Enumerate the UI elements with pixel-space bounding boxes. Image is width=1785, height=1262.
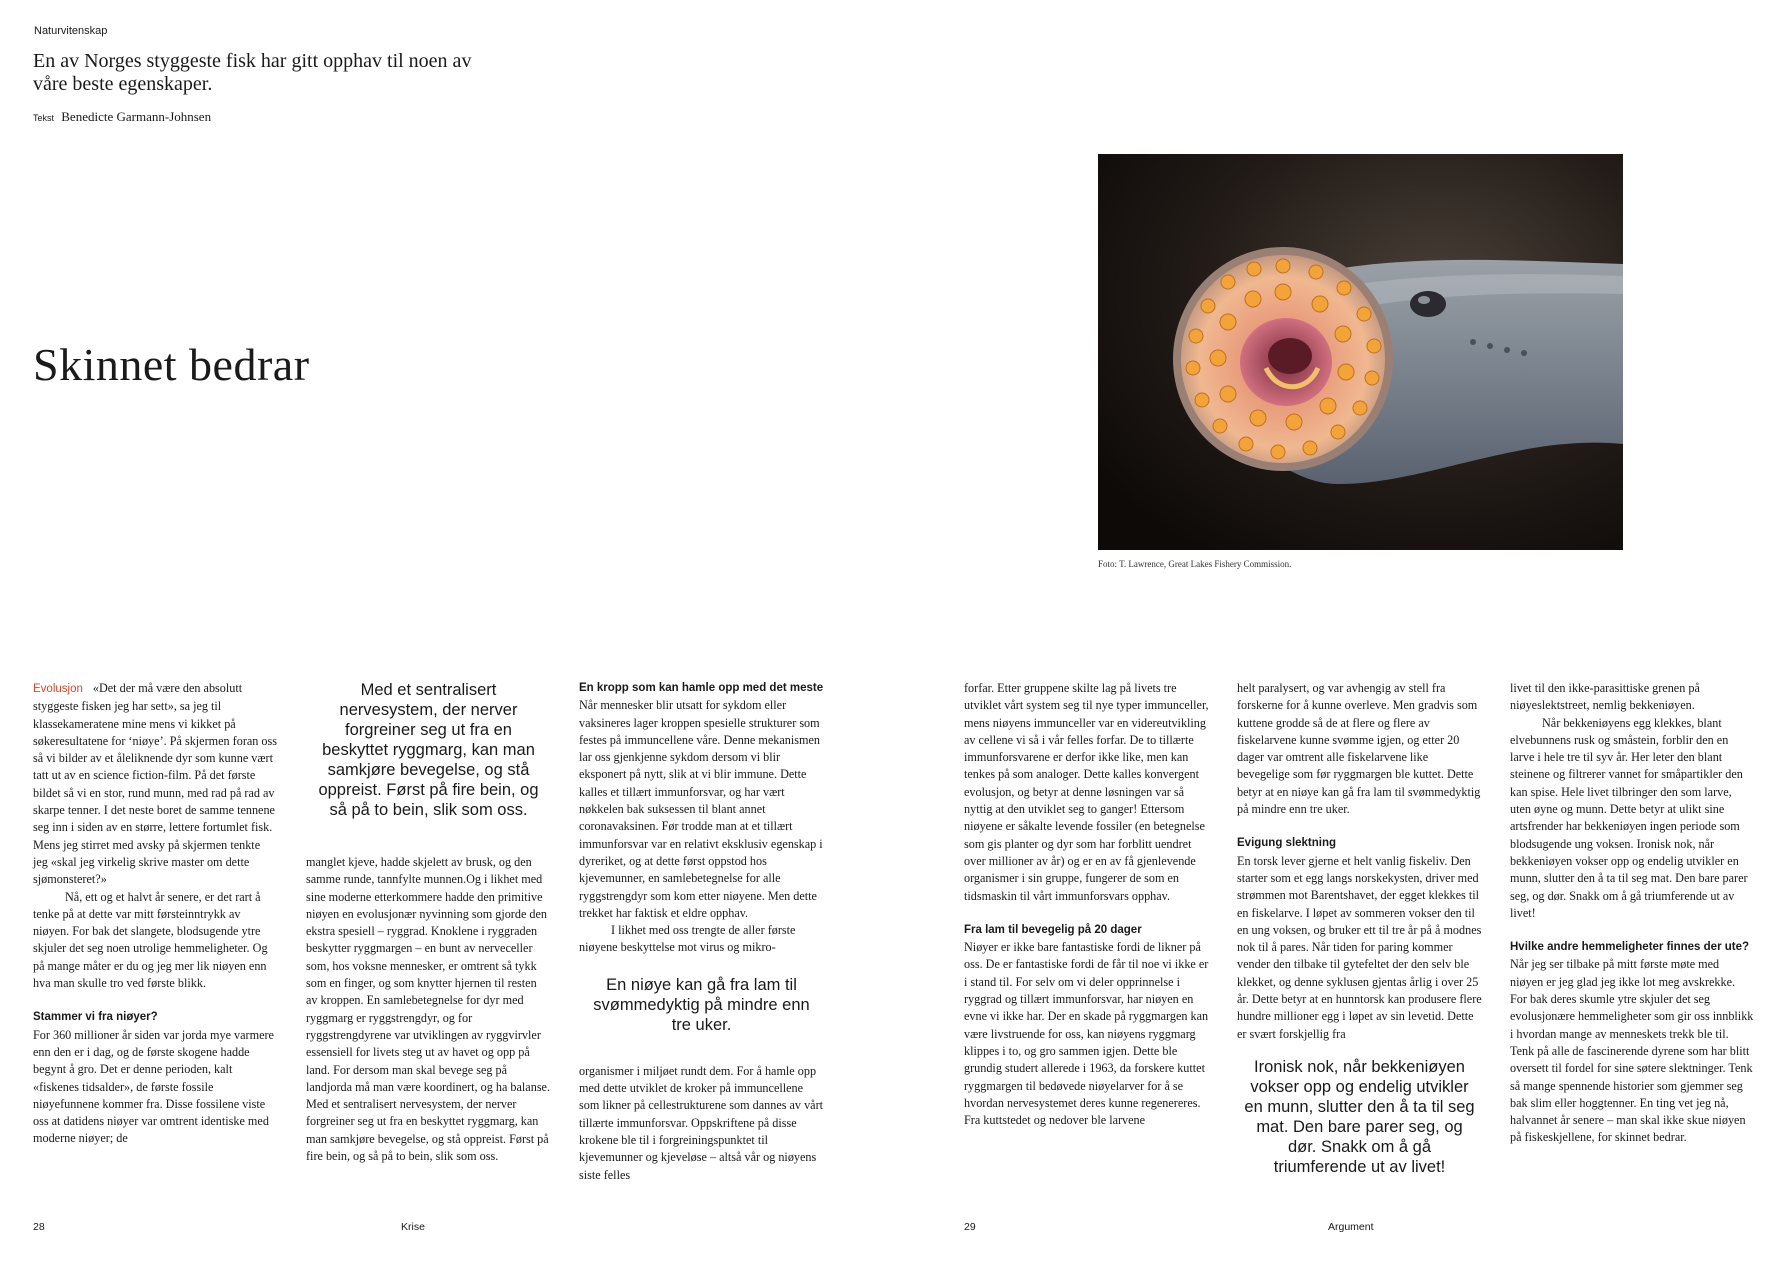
col3-paragraph-1: Når mennesker blir utsatt for sykdom eller vaksineres lager kroppen spesielle strukturer som festes på immuncellene våre. Denne mekanismen lar oss gjenkjenne sykdom dersom vi blir eksponert på nytt, slik at vi blir immune. Dette kalles et tillært immunforsvar, og har vært nøkkelen bak suksessen til blant annet coronavaksinen. Før trodde man at et tillært immunforsvar var en relativt eksklusiv egenskap i dyreriket, og at dette først oppstod hos kjevemunner, en samlebetegnelse for alle ryggstrengdyr som kom etter niøyene. Men dette trekket har faktisk et eldre opphav. <box>579 698 823 920</box>
col3-paragraph-2: I likhet med oss trengte de aller første niøyene beskyttelse mot virus og mikro- <box>579 923 796 955</box>
col1-paragraph-3: For 360 millioner år siden var jorda mye varmere enn den er i dag, og de første skogene hadde begynt å gro. Det er denne perioden, kalt «fiskenes tidsalder», de første fossile niøyefunnene kommer fra. Disse fossilene viste oss at datidens niøyer var omtrent identiske med moderne niøyer; de <box>33 1027 274 1146</box>
pull-quote-3: Ironisk nok, når bekkeniøyen vokser opp og endelig utvikler en munn, slutter den å ta til seg mat. Den bare parer seg, og dør. Snakk om å gå triumferende ut av livet! <box>1244 1057 1475 1176</box>
byline-tag: Tekst <box>33 113 55 123</box>
col1-paragraph-2: Nå, ett og et halvt år senere, er det rart å tenke på at dette var mitt førsteinntrykk av niøyen. For bak det slangete, blodsugende ytre skjuler det seg noen utrolige hemmeligheter. Og på mange måter er du og jeg mer lik niøyen enn hva man skulle tro ved første blikk. <box>33 889 268 991</box>
col5-paragraph-1: helt paralysert, og var avhengig av stell fra forskerne for å kunne overleve. Men gradvis som kuttene grodde så de at flere og flere av fiskelarvene kunne svømme igjen, og etter 20 dager var omtrent alle fiskelarvene like bevegelige som før ryggmargen ble kuttet. Dette betyr at en niøye kan gå fra lam til svømmedyktig på mindre enn tre uker. <box>1237 681 1481 817</box>
col4-subheading: Fra lam til bevegelig på 20 dager <box>964 923 1142 936</box>
column-2 <box>306 680 551 1165</box>
col6-paragraph-1: livet til den ikke-parasittiske grenen på niøyeslektstreet, nemlig bekkeniøyen. <box>1510 681 1700 713</box>
column-1 <box>33 680 278 1148</box>
column-4 <box>964 680 1209 1129</box>
col3-paragraph-3: organismer i miljøet rundt dem. For å hamle opp med dette utviklet de kroker på immuncellene som likner på cellestrukturene som dannes av vårt tillærte immunforsvar. Oppskriftene på disse krokene ble til i forgreiningspunktet til kjevemunner og kjeveløse – altså vår og niøyens siste felles <box>579 1063 824 1182</box>
col3-subheading: En kropp som kan hamle opp med det meste <box>579 682 824 694</box>
lede: En av Norges styggeste fisk har gitt opphav til noen av våre beste egenskaper. <box>33 50 472 95</box>
photo-caption: Foto: T. Lawrence, Great Lakes Fishery Commission. <box>1098 559 1292 569</box>
byline <box>33 109 211 125</box>
col1-subheading: Stammer vi fra niøyer? <box>33 1011 158 1024</box>
col5-paragraph-2: En torsk lever gjerne et helt vanlig fiskeliv. Den starter som et egg langs norskekysten, driver med strømmen mot Barentshavet, der egget klekkes til en fiskelarve. I løpet av sommeren vokser den til en ung voksen, og bruker ett til tre år på å modnes nok til å pares. Når tiden for paring kommer vender den tilbake til gytefeltet der den selv ble klekket, og denne syklusen gjentas årlig i over 25 år. Dette betyr at en hunntorsk kan produsere flere hundre millioner egg i løpet av sin levetid. Dette er svært forskjellig fra <box>1237 853 1482 1041</box>
column-3 <box>579 680 824 1184</box>
col6-subheading: Hvilke andre hemmeligheter finnes der ute? <box>1510 941 1750 954</box>
page-number-left: 28 <box>33 1221 45 1233</box>
section-label: Naturvitenskap <box>34 25 108 37</box>
headline: Skinnet bedrar <box>33 339 310 390</box>
col1-paragraph-1 <box>33 680 278 889</box>
col5-subheading: Evigung slektning <box>1237 837 1337 850</box>
pull-quote-2: En niøye kan gå fra lam til svømmedyktig på mindre enn tre uker. <box>593 975 810 1034</box>
col4-paragraph-2: Niøyer er ikke bare fantastiske fordi de likner på oss. De er fantastiske fordi de får til noe vi ikke er i stand til. For selv om vi deler opprinnelse i ryggrad og tillært immunforsvar, har niøyen en evne vi ikke har. Der en skade på ryggmargen kan være livstruende for oss, kan niøyens ryggmarg klippes i to, og gro sammen igjen. Dette ble grundig studert allerede i 1963, da forskere kuttet ryggmargen til bedøvede niøyelarver for å se hvordan nervesystemet deres kunne regenereres. Fra kuttstedet og nedover ble larvene <box>964 940 1209 1128</box>
col2-paragraph-1: manglet kjeve, hadde skjelett av brusk, og den samme runde, tannfylte munnen.Og i likhet med sine moderne etterkommere hadde den primitive niøyen en evolusjonær nyvinning som gjorde den ekstra spesiell – ryggrad. Knoklene i ryggraden beskytter ryggmargen – en bunt av nerveceller som, hos voksne mennesker, er omtrent så tykk som en finger, og som knytter hjernen til resten av kroppen. En samlebetegnelse for dyr med ryggmarg er ryggstrengdyr, og for ryggstrengdyrene var utviklingen av ryggvirvler essensiell for livets steg ut av havet og opp på land. For dersom man skal bevege seg på landjorda må man være koordinert, og ha balanse. Med et sentralisert nervesystem, der nerver forgreiner seg ut fra en beskyttet ryggmarg, kan man samkjøre bevegelse, og stå oppreist. Først på fire bein, og så på to bein, slik som oss. <box>306 855 551 1164</box>
kicker: Evolusjon <box>33 683 83 695</box>
section-name-right: Argument <box>1328 1221 1374 1233</box>
lamprey-illustration <box>1098 154 1623 550</box>
column-6 <box>1510 680 1755 1147</box>
page-number-right: 29 <box>964 1221 976 1233</box>
column-5 <box>1237 680 1482 1177</box>
lamprey-photo <box>1098 154 1623 550</box>
col6-paragraph-3: Når jeg ser tilbake på mitt første møte med niøyen er jeg glad jeg ikke lot meg avskrekke. For bak deres skumle ytre skjuler det seg evolusjonære hemmeligheter som gir oss innblikk i hvordan mange av menneskets trekk ble til. Tenk på alle de fascinerende dyrene som har blitt oversett til fordel for sine søtere slektninger. Tenk så mange spennende historier som gjemmer seg bak slim eller hoggtenner. En ting vet jeg nå, halvannet år senere – man skal ikke skue niøyen på fiskeskjellene, for skinnet bedrar. <box>1510 957 1754 1145</box>
col4-paragraph-1: forfar. Etter gruppene skilte lag på livets tre utviklet vårt system seg til nye typer immunceller, mens niøyens immunceller var en videreutvikling av cellene vi så i vår felles forfar. De to tillærte immunforsvarene er derfor ikke like, men kan tenkes på som analoger. Dette kalles konvergent evolusjon, og betyr at denne løsningen var så nyttig at den utviklet seg to ganger! Ettersom niøyene er såkalte levende fossiler (en betegnelse som gis planter og dyr som har forblitt uendret over millioner av år) og er en av få gjenlevende organismer i sin gruppe, fungerer de som en tidsmaskin til vårt immunforsvars opphav. <box>964 681 1209 903</box>
byline-author: Benedicte Garmann-Johnsen <box>61 109 212 124</box>
section-name-left: Krise <box>401 1221 425 1233</box>
col6-paragraph-2: Når bekkeniøyens egg klekkes, blant elvebunnens rusk og småstein, forblir den en larve i hele tre til syv år. Her leter den blant steinene og filtrerer vannet for småpartikler den kan spise. Hele livet tilbringer den som larve, uten øyne og munn. Dette betyr at ulikt sine artsfrender har bekkeniøyen ingen periode som blodsugende ung voksen. Ironisk nok, når bekkeniøyen vokser opp og endelig utvikler en munn, slutter den å ta til seg mat. Den bare parer seg, og dør. Snakk om å gå triumferende ut av livet! <box>1510 715 1748 920</box>
col1-p1-text: «Det der må være den absolutt styggeste fisken jeg har sett», sa jeg til klassekameratene mine mens vi kikket på søkeresultatene for ‘niøye’. På skjermen foran oss så vi bilder av et åleliknende dyr som kunne vært tatt ut av en science fiction-film. På det første bildet så vi en stor, rund munn, med rad på rad av skarpe tenner. I det neste boret de samme tennene seg inn i siden av en større, lettere fortumlet fisk. Mens jeg stirret med avsky på skjermen tenkte jeg «skal jeg virkelig skrive master om dette sjømonsteret?» <box>33 681 278 887</box>
pull-quote-1: Med et sentralisert nervesystem, der nerver forgreiner seg ut fra en beskyttet ryggmarg, kan man samkjøre bevegelse, og stå oppreist. Først på fire bein, og så på to bein, slik som oss. <box>318 681 539 819</box>
